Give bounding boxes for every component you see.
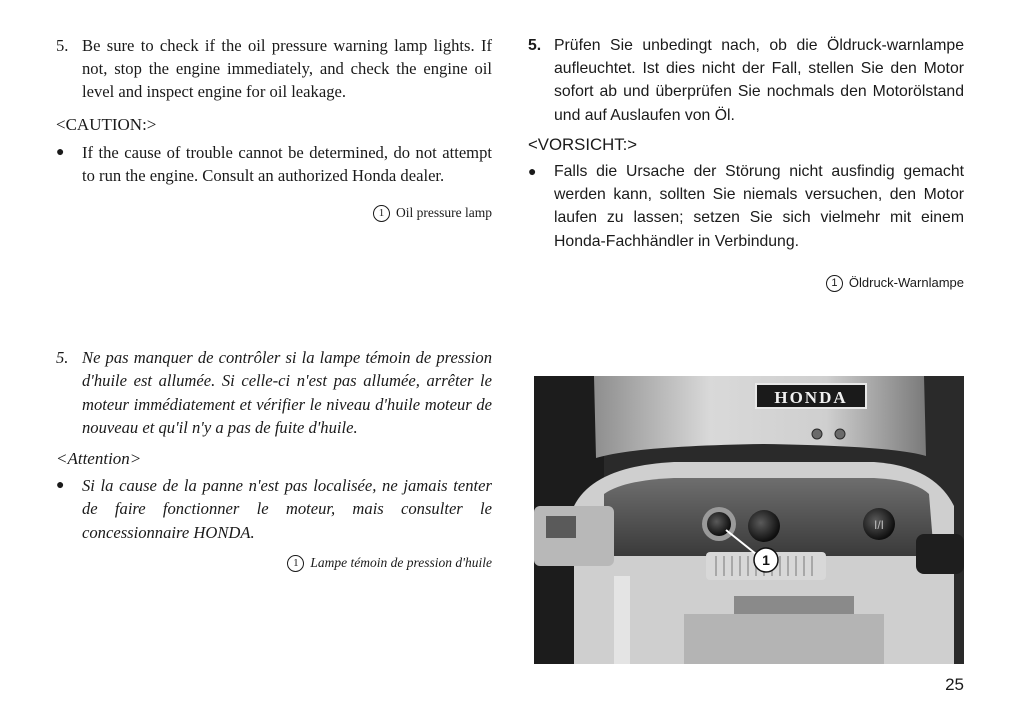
english-caution-text: If the cause of trouble cannot be determined, do not attempt to run the engine. Consult an authorized Honda dealer. [82,143,492,185]
bullet-icon: ● [56,145,65,160]
lower-plate [684,614,884,664]
bolt-icon [812,429,822,439]
english-caution-heading: <CAUTION:> [56,115,157,134]
engine-photo [534,376,964,664]
french-step-number: 5. [56,348,69,367]
bullet-icon: ● [528,163,537,180]
english-step-5 [56,34,492,103]
callout-number-icon: 1 [373,205,390,222]
english-section [56,34,492,224]
french-step-5 [56,346,492,440]
english-caution-bullet [56,141,492,187]
callout-number-icon: 1 [826,275,843,292]
german-caution-heading: <VORSICHT:> [528,134,638,154]
page-number: 25 [945,675,964,694]
callout-number-text: 1 [762,552,770,568]
side-panel [614,576,630,664]
french-caution-text: Si la cause de la panne n'est pas localisée, ne jamais tenter de faire fonctionner le moteur, mais consulter le concessionnaire HONDA. [82,476,492,542]
french-caption-text: Lampe témoin de pression d'huile [310,555,492,571]
english-step-number: 5. [56,36,69,55]
bracket-slot [546,516,576,538]
german-step-5 [528,34,964,127]
control-knob [748,510,780,542]
bolt-icon [835,429,845,439]
bullet-icon: ● [56,478,65,494]
english-step-text: Be sure to check if the oil pressure warning lamp lights. If not, stop the engine immediately, and check the engine oil level and inspect engine for oil leakage. [82,36,492,101]
german-caption-text: Öldruck-Warnlampe [848,274,964,290]
german-section [528,34,964,294]
french-caution-bullet [56,474,492,544]
english-caption-text: Oil pressure lamp [396,205,492,220]
knob-marking-icon: I/I [873,518,885,532]
english-caption [56,201,492,224]
french-step-text: Ne pas manquer de contrôler si la lampe témoin de pression d'huile est allumée. Si celle-ci n'est pas allumée, arrêter le moteur immédiatement et vérifier le niveau d'huile moteur de nouveau et qu'il n'y a pas de fuite d'huile. [82,348,492,438]
throttle-lever [916,534,964,574]
french-caution-heading: <Attention> [56,448,142,468]
french-section [56,346,492,575]
german-step-text: Prüfen Sie unbedingt nach, ob die Öldruck-warnlampe aufleuchtet. Ist dies nicht der Fall, stellen Sie den Motor sofort ab und überprüfen Sie nochmals den Motorölstand und auf Auslaufen von Öl. [554,37,964,124]
german-step-number: 5. [528,37,542,54]
german-caution-text: Falls die Ursache der Störung nicht ausfindig gemacht werden kann, sollten Sie niemals versuchen, den Motor laufen zu lassen; setzen Sie sich vielmehr mit einem Honda-Fachhändler in Verbindung. [554,163,964,250]
german-caution-bullet [528,160,964,253]
german-caption [528,271,964,294]
french-caption [56,551,492,574]
brand-logo-text: HONDA [774,388,848,407]
callout-number-icon: 1 [287,555,304,572]
engine-illustration [534,376,964,664]
